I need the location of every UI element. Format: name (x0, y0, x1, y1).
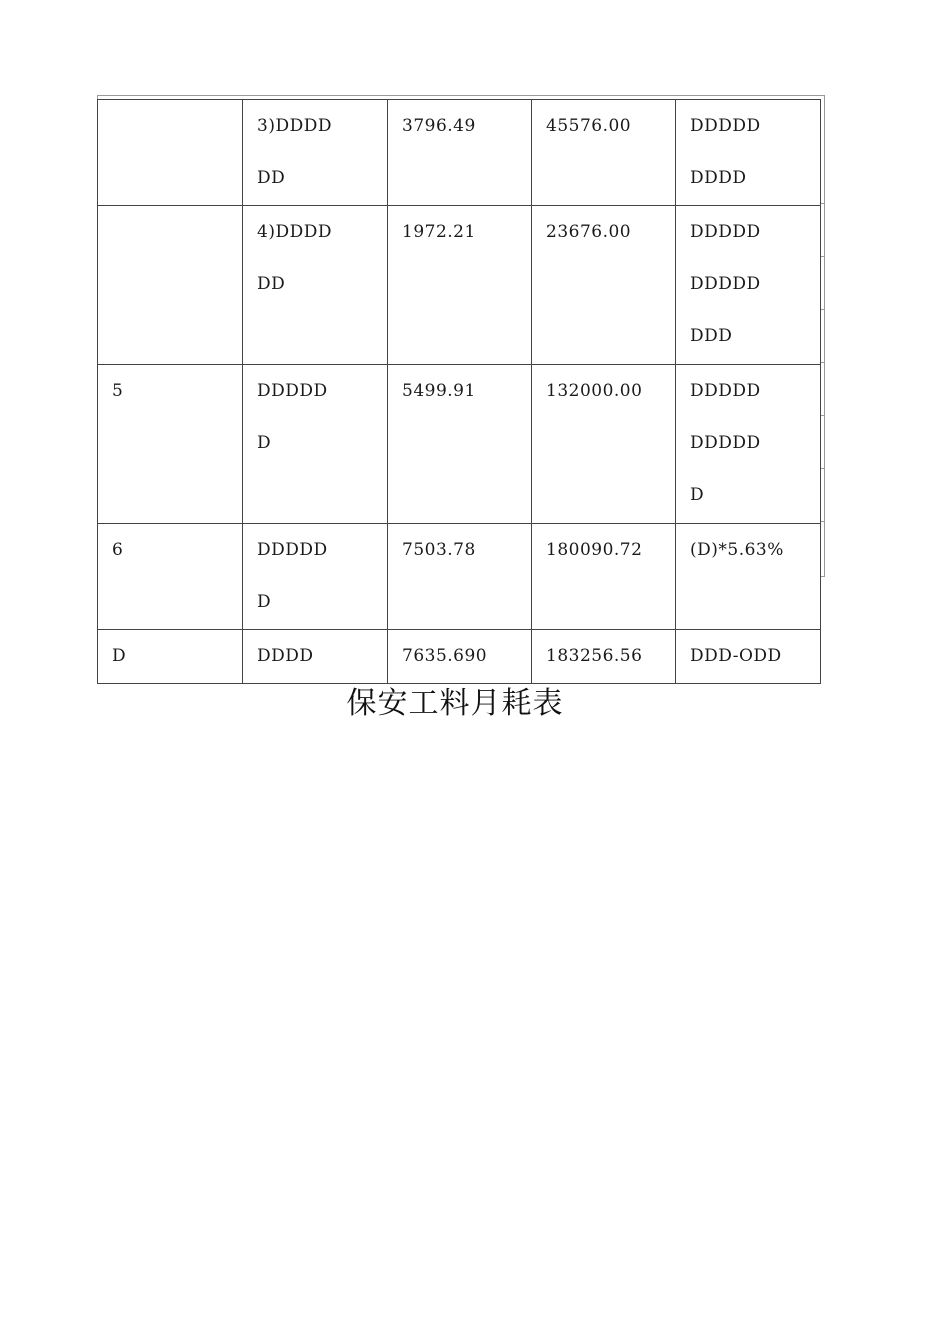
row-number-cell: 6 (98, 524, 243, 630)
total-cell: 45576.00 (532, 100, 676, 206)
unit-cost-cell: 1972.21 (388, 206, 532, 365)
row-number-cell (98, 100, 243, 206)
table-row (98, 524, 821, 630)
remark-cell: DDD-ODD (676, 630, 821, 684)
row-number-cell: 5 (98, 365, 243, 524)
cost-table (97, 99, 821, 684)
table-row (98, 630, 821, 684)
item-cell: 3)DDDD DD (243, 100, 388, 206)
item-cell: DDDDD D (243, 365, 388, 524)
remark-cell: DDDDD DDDDD D (676, 365, 821, 524)
row-number-cell: D (98, 630, 243, 684)
remark-cell: DDDDD DDDDD DDD (676, 206, 821, 365)
document-title: 保安工料月耗表 (346, 686, 564, 721)
table-row (98, 365, 821, 524)
item-cell: DDDDD D (243, 524, 388, 630)
item-cell: DDDD (243, 630, 388, 684)
unit-cost-cell: 5499.91 (388, 365, 532, 524)
remark-cell: (D)*5.63% (676, 524, 821, 630)
total-cell: 132000.00 (532, 365, 676, 524)
item-cell: 4)DDDD DD (243, 206, 388, 365)
total-cell: 183256.56 (532, 630, 676, 684)
unit-cost-cell: 7503.78 (388, 524, 532, 630)
unit-cost-cell: 7635.690 (388, 630, 532, 684)
total-cell: 23676.00 (532, 206, 676, 365)
unit-cost-cell: 3796.49 (388, 100, 532, 206)
ghost-line (824, 95, 825, 577)
table-row (98, 206, 821, 365)
table-row (98, 100, 821, 206)
total-cell: 180090.72 (532, 524, 676, 630)
row-number-cell (98, 206, 243, 365)
remark-cell: DDDDD DDDD (676, 100, 821, 206)
ghost-line (97, 95, 824, 96)
